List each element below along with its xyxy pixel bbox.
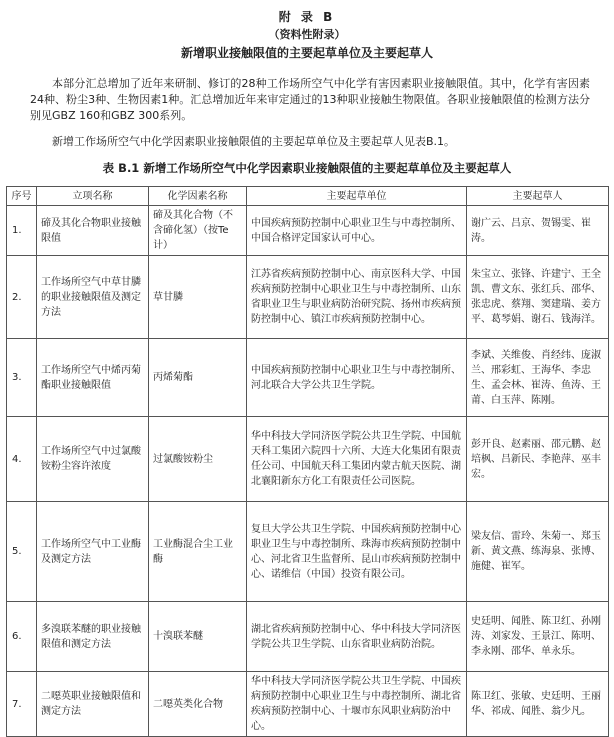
drafters: 梁友信、雷玲、朱菊一、郑玉新、黄文燕、练海泉、张博、施健、崔军。 [467, 502, 609, 602]
table-header-row [7, 187, 609, 206]
factor-name: 十溴联苯醚 [149, 602, 247, 672]
table-caption: 表 B.1 新增工作场所空气中化学因素职业接触限值的主要起草单位及主要起草人 [102, 161, 512, 175]
project-name: 二噁英职业接触限值和测定方法 [37, 672, 149, 737]
drafting-units: 复旦大学公共卫生学院、中国疾病预防控制中心职业卫生与中毒控制所、珠海市疾病预防控制中心、河北省卫生监督所、昆山市疾病预防控制中心、诺维信（中国）投资有限公司。 [247, 502, 467, 602]
project-name: 工作场所空气中烯丙菊酯职业接触限值 [37, 339, 149, 417]
row-number: 5. [7, 502, 37, 602]
row-number: 1. [7, 206, 37, 256]
drafters: 彭开良、赵素丽、邵元鹏、赵培枫、吕新民、李艳萍、巫丰宏。 [467, 417, 609, 502]
drafters: 陈卫红、张敏、史廷明、王丽华、祁成、闻胜、翁少凡。 [467, 672, 609, 737]
factor-name: 碲及其化合物（不含碲化氢）（按Te计） [149, 206, 247, 256]
col-header-project: 立项名称 [37, 187, 149, 206]
drafters: 谢广云、吕京、贺锡雯、崔涛。 [467, 206, 609, 256]
factor-name: 工业酶混合尘工业酶 [149, 502, 247, 602]
limits-table [6, 186, 609, 737]
table-row [7, 502, 609, 602]
appendix-note: （资料性附录） [268, 28, 346, 41]
row-number: 7. [7, 672, 37, 737]
col-header-factor: 化学因素名称 [149, 187, 247, 206]
drafting-units: 华中科技大学同济医学院公共卫生学院、中国航天科工集团六院四十六所、大连大化集团有限责任公司、中国航天科工集团内蒙古航天医院、湖北襄阳新东方化工有限责任公司医院。 [247, 417, 467, 502]
table-row [7, 256, 609, 339]
drafters: 朱宝立、张锋、许建宁、王全凯、曹文东、张红兵、邵华、张忠虎、蔡翔、窦建瑞、姜方平、葛琴娟、谢石、钱海洋。 [467, 256, 609, 339]
drafters: 李斌、关维俊、肖经纬、庞淑兰、邢彩虹、王海华、李忠生、孟会林、崔涛、鱼涛、王莆、白玉萍、陈刚。 [467, 339, 609, 417]
project-name: 工作场所空气中工业酶及测定方法 [37, 502, 149, 602]
drafting-units: 华中科技大学同济医学院公共卫生学院、中国疾病预防控制中心职业卫生与中毒控制所、湖北省疾病预防控制中心、十堰市东风职业病防治中心。 [247, 672, 467, 737]
drafters: 史廷明、闻胜、陈卫红、孙刚涛、刘家发、王景江、陈明、李永刚、邵华、单永乐。 [467, 602, 609, 672]
project-name: 工作场所空气中草甘膦的职业接触限值及测定方法 [37, 256, 149, 339]
row-number: 4. [7, 417, 37, 502]
project-name: 多溴联苯醚的职业接触限值和测定方法 [37, 602, 149, 672]
document-title: 新增职业接触限值的主要起草单位及主要起草人 [180, 46, 433, 60]
intro-paragraph-2: 新增工作场所空气中化学因素职业接触限值的主要起草单位及主要起草人见表B.1。 [52, 135, 456, 148]
table-row [7, 417, 609, 502]
col-header-units: 主要起草单位 [247, 187, 467, 206]
table-row [7, 672, 609, 737]
factor-name: 二噁英类化合物 [149, 672, 247, 737]
row-number: 3. [7, 339, 37, 417]
project-name: 碲及其化合物职业接触限值 [37, 206, 149, 256]
factor-name: 过氯酸铵粉尘 [149, 417, 247, 502]
table-row [7, 602, 609, 672]
drafting-units: 湖北省疾病预防控制中心、华中科技大学同济医学院公共卫生学院、山东省职业病防治院。 [247, 602, 467, 672]
col-header-no: 序号 [7, 187, 37, 206]
row-number: 2. [7, 256, 37, 339]
row-number: 6. [7, 602, 37, 672]
factor-name: 丙烯菊酯 [149, 339, 247, 417]
table-row [7, 339, 609, 417]
intro-paragraph: 本部分汇总增加了近年来研制、修订的28种工作场所空气中化学有害因素职业接触限值。其中，化学有害因素24种、粉尘3种、生物因素1种。汇总增加近年来审定通过的13种职业接触生物限值。各职业接触限值的检测方法分别见GBZ 160和GBZ 300系列。 [30, 77, 590, 122]
table-row [7, 206, 609, 256]
drafting-units: 江苏省疾病预防控制中心、南京医科大学、中国疾病预防控制中心职业卫生与中毒控制所、山东省职业卫生与职业病防治研究院、扬州市疾病预防控制中心、镇江市疾病预防控制中心。 [247, 256, 467, 339]
drafting-units: 中国疾病预防控制中心职业卫生与中毒控制所、河北联合大学公共卫生学院。 [247, 339, 467, 417]
project-name: 工作场所空气中过氯酸铵粉尘容许浓度 [37, 417, 149, 502]
drafting-units: 中国疾病预防控制中心职业卫生与中毒控制所、中国合格评定国家认可中心。 [247, 206, 467, 256]
appendix-title: 附 录 B [278, 10, 336, 24]
factor-name: 草甘膦 [149, 256, 247, 339]
col-header-authors: 主要起草人 [467, 187, 609, 206]
